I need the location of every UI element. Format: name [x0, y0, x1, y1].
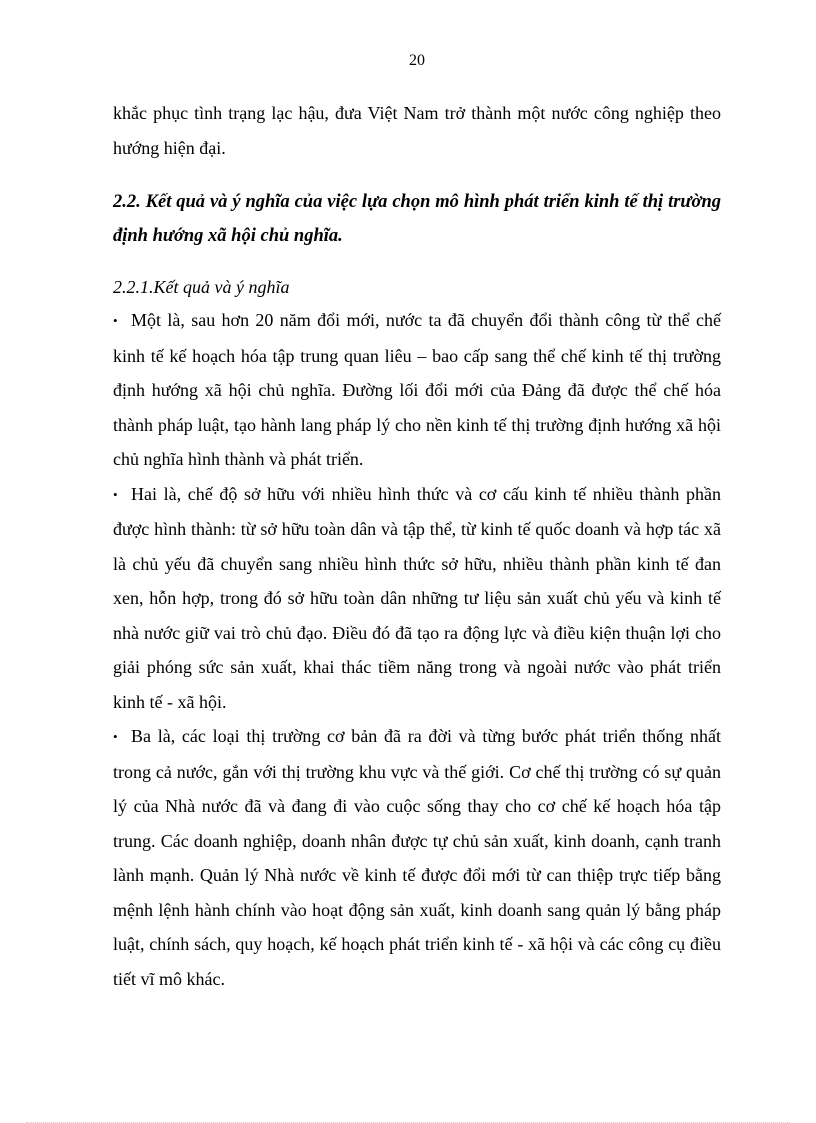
subsection-heading: 2.2.1.Kết quả và ý nghĩa [113, 277, 290, 297]
bullet-item-3 [113, 719, 721, 996]
bullet-text-1: Một là, sau hơn 20 năm đổi mới, nước ta đã chuyển đổi thành công từ thể chế kinh tế kế hoạch hóa tập trung quan liêu – bao cấp sang thể chế kinh tế thị trường định hướng xã hội chủ nghĩa. Đường lối đổi mới của Đảng đã được thể chế hóa thành pháp luật, tạo hành lang pháp lý cho nền kinh tế thị trường định hướng xã hội chủ nghĩa hình thành và phát triển. [113, 310, 721, 469]
section-heading: 2.2. Kết quả và ý nghĩa của việc lựa chọn mô hình phát triển kinh tế thị trường định hướng xã hội chủ nghĩa. [113, 192, 721, 246]
page-number: 20 [409, 52, 425, 69]
bullet-item-1 [113, 303, 721, 477]
bullet-icon: • [113, 313, 118, 328]
bullet-icon: • [113, 486, 118, 502]
bullet-icon: • [113, 729, 118, 744]
bullet-text-2: Hai là, chế độ sở hữu với nhiều hình thức và cơ cấu kinh tế nhiều thành phần được hình thành: từ sở hữu toàn dân và tập thể, từ kinh tế quốc doanh và hợp tác xã là chủ yếu đã chuyển sang nhiều hình thức sở hữu, nhiều thành phần kinh tế đan xen, hỗn hợp, trong đó sở hữu toàn dân những tư liệu sản xuất chủ yếu và kinh tế nhà nước giữ vai trò chủ đạo. Điều đó đã tạo ra động lực và điều kiện thuận lợi cho giải phóng sức sản xuất, khai thác tiềm năng trong và ngoài nước vào phát triển kinh tế - xã hội. [113, 483, 721, 712]
bullet-item-2 [113, 477, 721, 720]
intro-paragraph: khắc phục tình trạng lạc hậu, đưa Việt Nam trở thành một nước công nghiệp theo hướng hiện đại. [113, 103, 721, 158]
document-body [113, 96, 721, 996]
bullet-text-3: Ba là, các loại thị trường cơ bản đã ra đời và từng bước phát triển thống nhất trong cả nước, gắn với thị trường khu vực và thế giới. Cơ chế thị trường có sự quản lý của Nhà nước đã và đang đi vào cuộc sống thay cho cơ chế kế hoạch hóa tập trung. Các doanh nghiệp, doanh nhân được tự chủ sản xuất, kinh doanh, cạnh tranh lành mạnh. Quản lý Nhà nước về kinh tế được đổi mới từ can thiệp trực tiếp bằng mệnh lệnh hành chính vào hoạt động sản xuất, kinh doanh sang quản lý bằng pháp luật, chính sách, quy hoạch, kế hoạch phát triển kinh tế - xã hội và các công cụ điều tiết vĩ mô khác. [113, 726, 721, 989]
